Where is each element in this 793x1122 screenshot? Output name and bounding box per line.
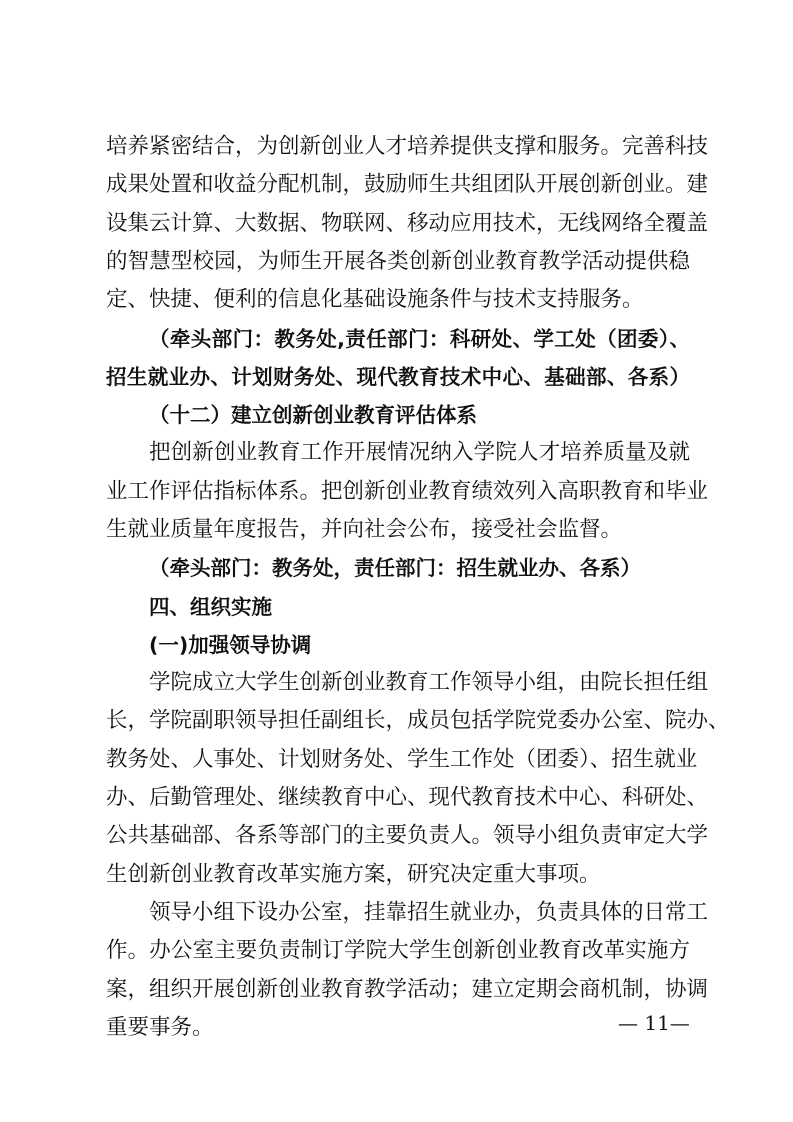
paragraph-line: 把创新创业教育工作开展情况纳入学院人才培养质量及就 (149, 440, 690, 465)
paragraph-line: 的智慧型校园，为师生开展各类创新创业教育教学活动提供稳 (106, 249, 690, 274)
paragraph-line: 业工作评估指标体系。把创新创业教育绩效列入高职教育和毕业 (106, 479, 709, 504)
paragraph-line: 长，学院副职领导担任副组长，成员包括学院党委办公室、院办、 (106, 708, 730, 733)
paragraph-line: 领导小组下设办公室，挂靠招生就业办，负责具体的日常工 (149, 900, 709, 925)
responsible-departments: （牵头部门：教务处，责任部门：招生就业办、各系） (149, 556, 641, 580)
subsection-heading: (一)加强领导协调 (149, 633, 312, 657)
paragraph-line: 定、快捷、便利的信息化基础设施条件与技术支持服务。 (106, 287, 644, 312)
paragraph-line: 设集云计算、大数据、物联网、移动应用技术，无线网络全覆盖 (106, 211, 709, 236)
paragraph-line: 学院成立大学生创新创业教育工作领导小组，由院长担任组 (149, 670, 709, 695)
paragraph-line: 生创新创业教育改革实施方案，研究决定重大事项。 (106, 862, 601, 887)
section-heading: 四、组织实施 (149, 595, 272, 619)
page-number: — 11— (618, 1011, 690, 1035)
paragraph-line: 培养紧密结合，为创新创业人才培养提供支撑和服务。完善科技 (106, 134, 709, 159)
responsible-departments: （牵头部门：教务处,责任部门：科研处、学工处（团委）、 (149, 327, 690, 351)
paragraph-line: 生就业质量年度报告，并向社会公布，接受社会监督。 (106, 517, 623, 542)
section-heading: （十二）建立创新创业教育评估体系 (149, 403, 477, 427)
paragraph-line: 成果处置和收益分配机制，鼓励师生共组团队开展创新创业。建 (106, 172, 709, 197)
paragraph-line: 公共基础部、各系等部门的主要负责人。领导小组负责审定大学 (106, 823, 709, 848)
paragraph-line: 案，组织开展创新创业教育教学活动；建立定期会商机制，协调 (106, 977, 709, 1002)
paragraph-line: 作。办公室主要负责制订学院大学生创新创业教育改革实施方 (106, 938, 690, 963)
paragraph-line: 办、后勤管理处、继续教育中心、现代教育技术中心、科研处、 (106, 785, 709, 810)
paragraph-line: 教务处、人事处、计划财务处、学生工作处（团委）、招生就业 (106, 747, 698, 772)
responsible-departments: 招生就业办、计划财务处、现代教育技术中心、基础部、各系） (106, 365, 690, 389)
paragraph-line: 重要事务。 (106, 1015, 214, 1040)
